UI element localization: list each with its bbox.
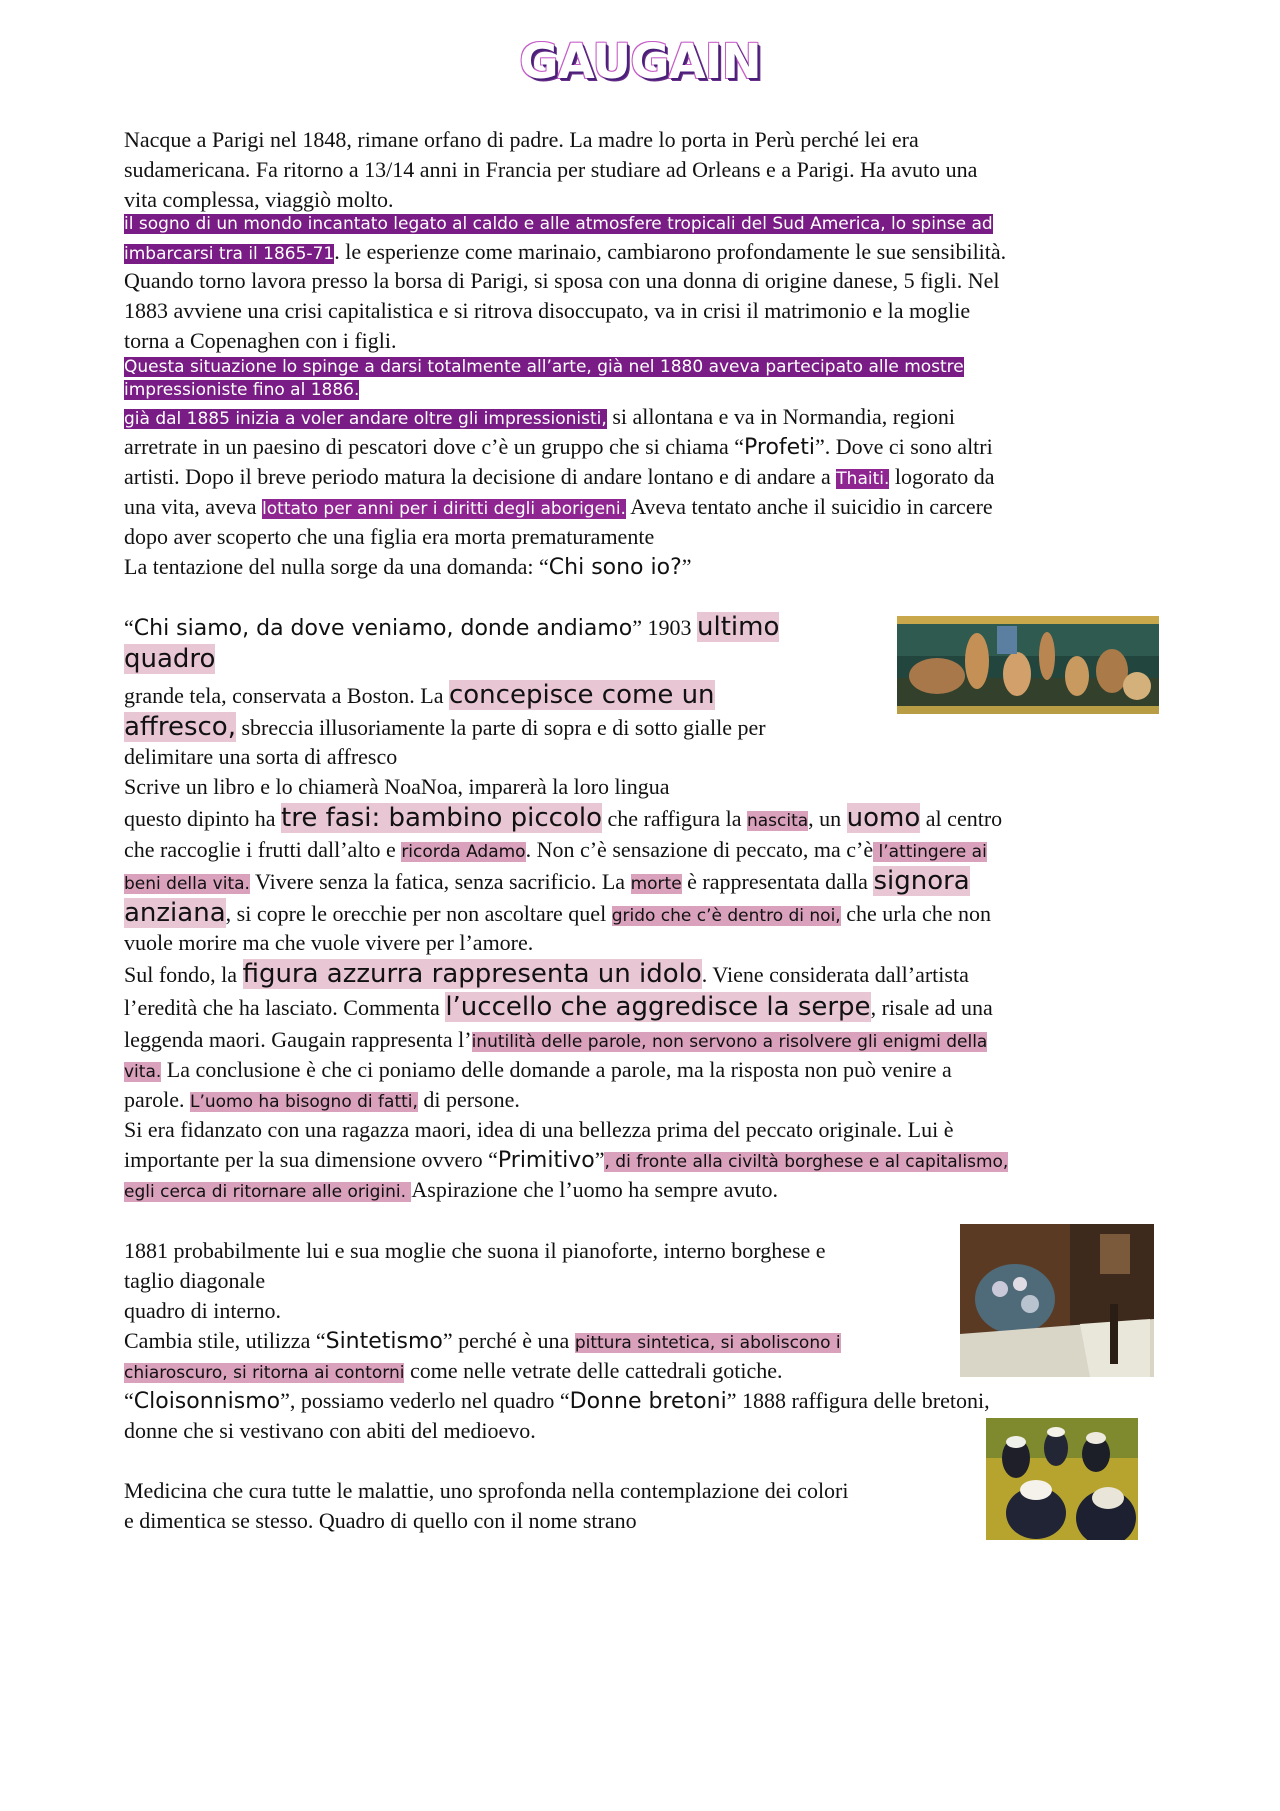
highlight: pittura sintetica, si aboliscono i [574, 1333, 841, 1353]
text-line: Si era fidanzato con una ragazza maori, idea di una bellezza prima del peccato originale. Lui è [124, 1117, 954, 1142]
text-line: sudamericana. Fa ritorno a 13/14 anni in Francia per studiare ad Orleans e a Parigi. Ha avuto una [124, 157, 978, 182]
text: ”. Dove ci sono altri [814, 434, 993, 459]
text: , si copre le orecchie per non ascoltare quel [225, 901, 612, 926]
highlight: uomo [846, 803, 921, 833]
highlight: concepisce come un [448, 680, 715, 710]
text-line: Scrive un libro e lo chiamerà NoaNoa, imparerà la loro lingua [124, 774, 670, 799]
text: questo dipinto ha [124, 806, 282, 831]
text-line [124, 959, 969, 989]
text-line: vita complessa, viaggiò molto. [124, 187, 394, 212]
text: arretrate in un paesino di pescatori dove c’è un gruppo che si chiama “ [124, 434, 745, 459]
highlight: lottato per anni per i diritti degli aborigeni. [262, 499, 626, 519]
text: che raffigura la [602, 806, 747, 831]
text: grande tela, conservata a Boston. La [124, 683, 449, 708]
text-line: vuole morire ma che vuole vivere per l’amore. [124, 930, 534, 955]
text: al centro [920, 806, 1003, 831]
text: Aveva tentato anche il suicidio in carcere [625, 494, 993, 519]
text: di persone. [417, 1087, 520, 1112]
highlight: L’uomo ha bisogno di fatti, [189, 1092, 418, 1112]
highlight: anziana [124, 898, 226, 928]
text-line: Medicina che cura tutte le malattie, uno sprofonda nella contemplazione dei colori [124, 1478, 849, 1503]
text-line [124, 612, 779, 642]
text: parole. [124, 1087, 190, 1112]
text-line [124, 353, 964, 377]
text-line: 1883 avviene una crisi capitalistica e si ritrova disoccupato, va in crisi il matrimonio e la moglie [124, 298, 971, 323]
text-line: 1881 probabilmente lui e sua moglie che suona il pianoforte, interno borghese e [124, 1238, 826, 1263]
text: “ [124, 1388, 134, 1413]
text-line [124, 643, 215, 675]
highlight: inutilità delle parole, non servono a risolvere gli enigmi della [471, 1032, 988, 1052]
text-line [124, 835, 987, 865]
text: Chi sono io? [548, 555, 682, 580]
text-line [124, 376, 359, 400]
text: ” perché è una [442, 1328, 575, 1353]
text: Primitivo [497, 1148, 595, 1173]
text: una vita, aveva [124, 494, 263, 519]
text-line [124, 1175, 778, 1205]
text-line [124, 1326, 841, 1356]
text: Aspirazione che l’uomo ha sempre avuto. [411, 1177, 778, 1202]
text-line [124, 1145, 1008, 1175]
highlight: nascita [746, 811, 809, 831]
text-line: quadro di interno. [124, 1298, 282, 1323]
text-line [124, 492, 993, 522]
text: leggenda maori. Gaugain rappresenta l’ [124, 1027, 472, 1052]
text-line [124, 402, 955, 432]
text-line: delimitare una sorta di affresco [124, 744, 398, 769]
highlight: grido che c’è dentro di noi, [611, 906, 841, 926]
text: Cloisonnismo [133, 1389, 281, 1414]
highlight: vita. [124, 1062, 162, 1082]
text: sbreccia illusoriamente la parte di sopra e di sotto gialle per [235, 715, 766, 740]
text: Profeti [744, 435, 815, 460]
text-line: e dimentica se stesso. Quadro di quello con il nome strano [124, 1508, 637, 1533]
highlight: morte [630, 874, 682, 894]
text: ” 1888 raffigura delle bretoni, [726, 1388, 990, 1413]
text-line [124, 866, 970, 896]
text-line: torna a Copenaghen con i figli. [124, 328, 397, 353]
highlight: imbarcarsi tra il 1865-71 [124, 244, 335, 264]
text-line [124, 552, 692, 582]
text-line [124, 712, 766, 742]
highlight: ultimo [697, 612, 780, 642]
highlight: egli cerca di ritornare alle origini. [124, 1182, 412, 1202]
text: . Viene considerata dall’artista [701, 962, 969, 987]
text: Cambia stile, utilizza “ [124, 1328, 326, 1353]
text-line: taglio diagonale [124, 1268, 266, 1293]
text-line: donne che si vestivano con abiti del medioevo. [124, 1418, 536, 1443]
text: Vivere senza la fatica, senza sacrificio. La [249, 869, 631, 894]
text-line [124, 992, 993, 1022]
highlight: tre fasi: bambino piccolo [281, 803, 602, 833]
highlight: già dal 1885 inizia a voler andare oltre gli impressionisti, [124, 409, 607, 429]
text: “ [124, 615, 134, 640]
text: . le esperienze come marinaio, cambiarono profondamente le sue sensibilità. [334, 239, 1007, 264]
painting-where-do-we-come-from-image [897, 616, 1159, 714]
text: Donne bretoni [569, 1389, 727, 1414]
highlight: figura azzurra rappresenta un idolo [242, 959, 702, 989]
text: Sul fondo, la [124, 962, 243, 987]
text: che raccoglie i frutti dall’alto e [124, 837, 402, 862]
text: importante per la sua dimensione ovvero “ [124, 1147, 498, 1172]
text: Sintetismo [325, 1329, 443, 1354]
text-line: Nacque a Parigi nel 1848, rimane orfano di padre. La madre lo porta in Perù perché lei era [124, 127, 919, 152]
text-line [124, 210, 993, 234]
text-line [124, 803, 1002, 833]
highlight: l’attingere ai [873, 842, 987, 862]
text-line [124, 1356, 783, 1386]
text-line [124, 1055, 952, 1085]
text-line: Quando torno lavora presso la borsa di Parigi, si sposa con una donna di origine danese, 5 figli. Nel [124, 268, 1000, 293]
text-line [124, 432, 993, 462]
text: ”, possiamo vederlo nel quadro “ [280, 1388, 570, 1413]
text: La tentazione del nulla sorge da una domanda: “ [124, 554, 549, 579]
text: l’eredità che ha lasciato. Commenta [124, 995, 446, 1020]
highlight: signora [873, 866, 970, 896]
text: come nelle vetrate delle cattedrali gotiche. [404, 1358, 783, 1383]
text: La conclusione è che ci poniamo delle domande a parole, ma la risposta non può venire a [161, 1057, 952, 1082]
text-line [124, 680, 715, 710]
page-title: GAUGAIN [519, 34, 761, 90]
text-line [124, 898, 991, 928]
text: , risale ad una [870, 995, 993, 1020]
highlight: Questa situazione lo spinge a darsi totalmente all’arte, già nel 1880 aveva partecipato alle mostre [124, 357, 964, 377]
text: logorato da [889, 464, 995, 489]
text-line [124, 1386, 990, 1416]
text: Chi siamo, da dove veniamo, donde andiamo [133, 616, 633, 641]
text: ” [594, 1147, 605, 1172]
painting-breton-women-image [986, 1418, 1138, 1540]
text: che urla che non [840, 901, 991, 926]
text-line: dopo aver scoperto che una figlia era morta prematuramente [124, 524, 655, 549]
highlight: impressioniste fino al 1886. [124, 380, 360, 400]
highlight: affresco, [124, 712, 236, 742]
text-line [124, 1085, 520, 1115]
highlight: beni della vita. [124, 874, 250, 894]
highlight: il sogno di un mondo incantato legato al caldo e alle atmosfere tropicali del Sud America, lo spinse ad [124, 214, 993, 234]
painting-interior-image [960, 1224, 1154, 1377]
text-line [124, 462, 994, 492]
text: artisti. Dopo il breve periodo matura la decisione di andare lontano e di andare a [124, 464, 837, 489]
text: . Non c’è sensazione di peccato, ma c’è [525, 837, 874, 862]
highlight: ricorda Adamo [401, 842, 526, 862]
highlight: l’uccello che aggredisce la serpe [445, 992, 871, 1022]
text: , un [808, 806, 847, 831]
highlight: quadro [124, 644, 216, 674]
text-line [124, 237, 1006, 267]
highlight: chiaroscuro, si ritorna ai contorni [124, 1363, 405, 1383]
text: è rappresentata dalla [681, 869, 874, 894]
text-line [124, 1025, 987, 1055]
highlight: , di fronte alla civiltà borghese e al capitalismo, [604, 1152, 1009, 1172]
text: ” 1903 [632, 615, 697, 640]
text: si allontana e va in Normandia, regioni [606, 404, 956, 429]
highlight: Thaiti. [836, 469, 890, 489]
text: ” [681, 554, 692, 579]
